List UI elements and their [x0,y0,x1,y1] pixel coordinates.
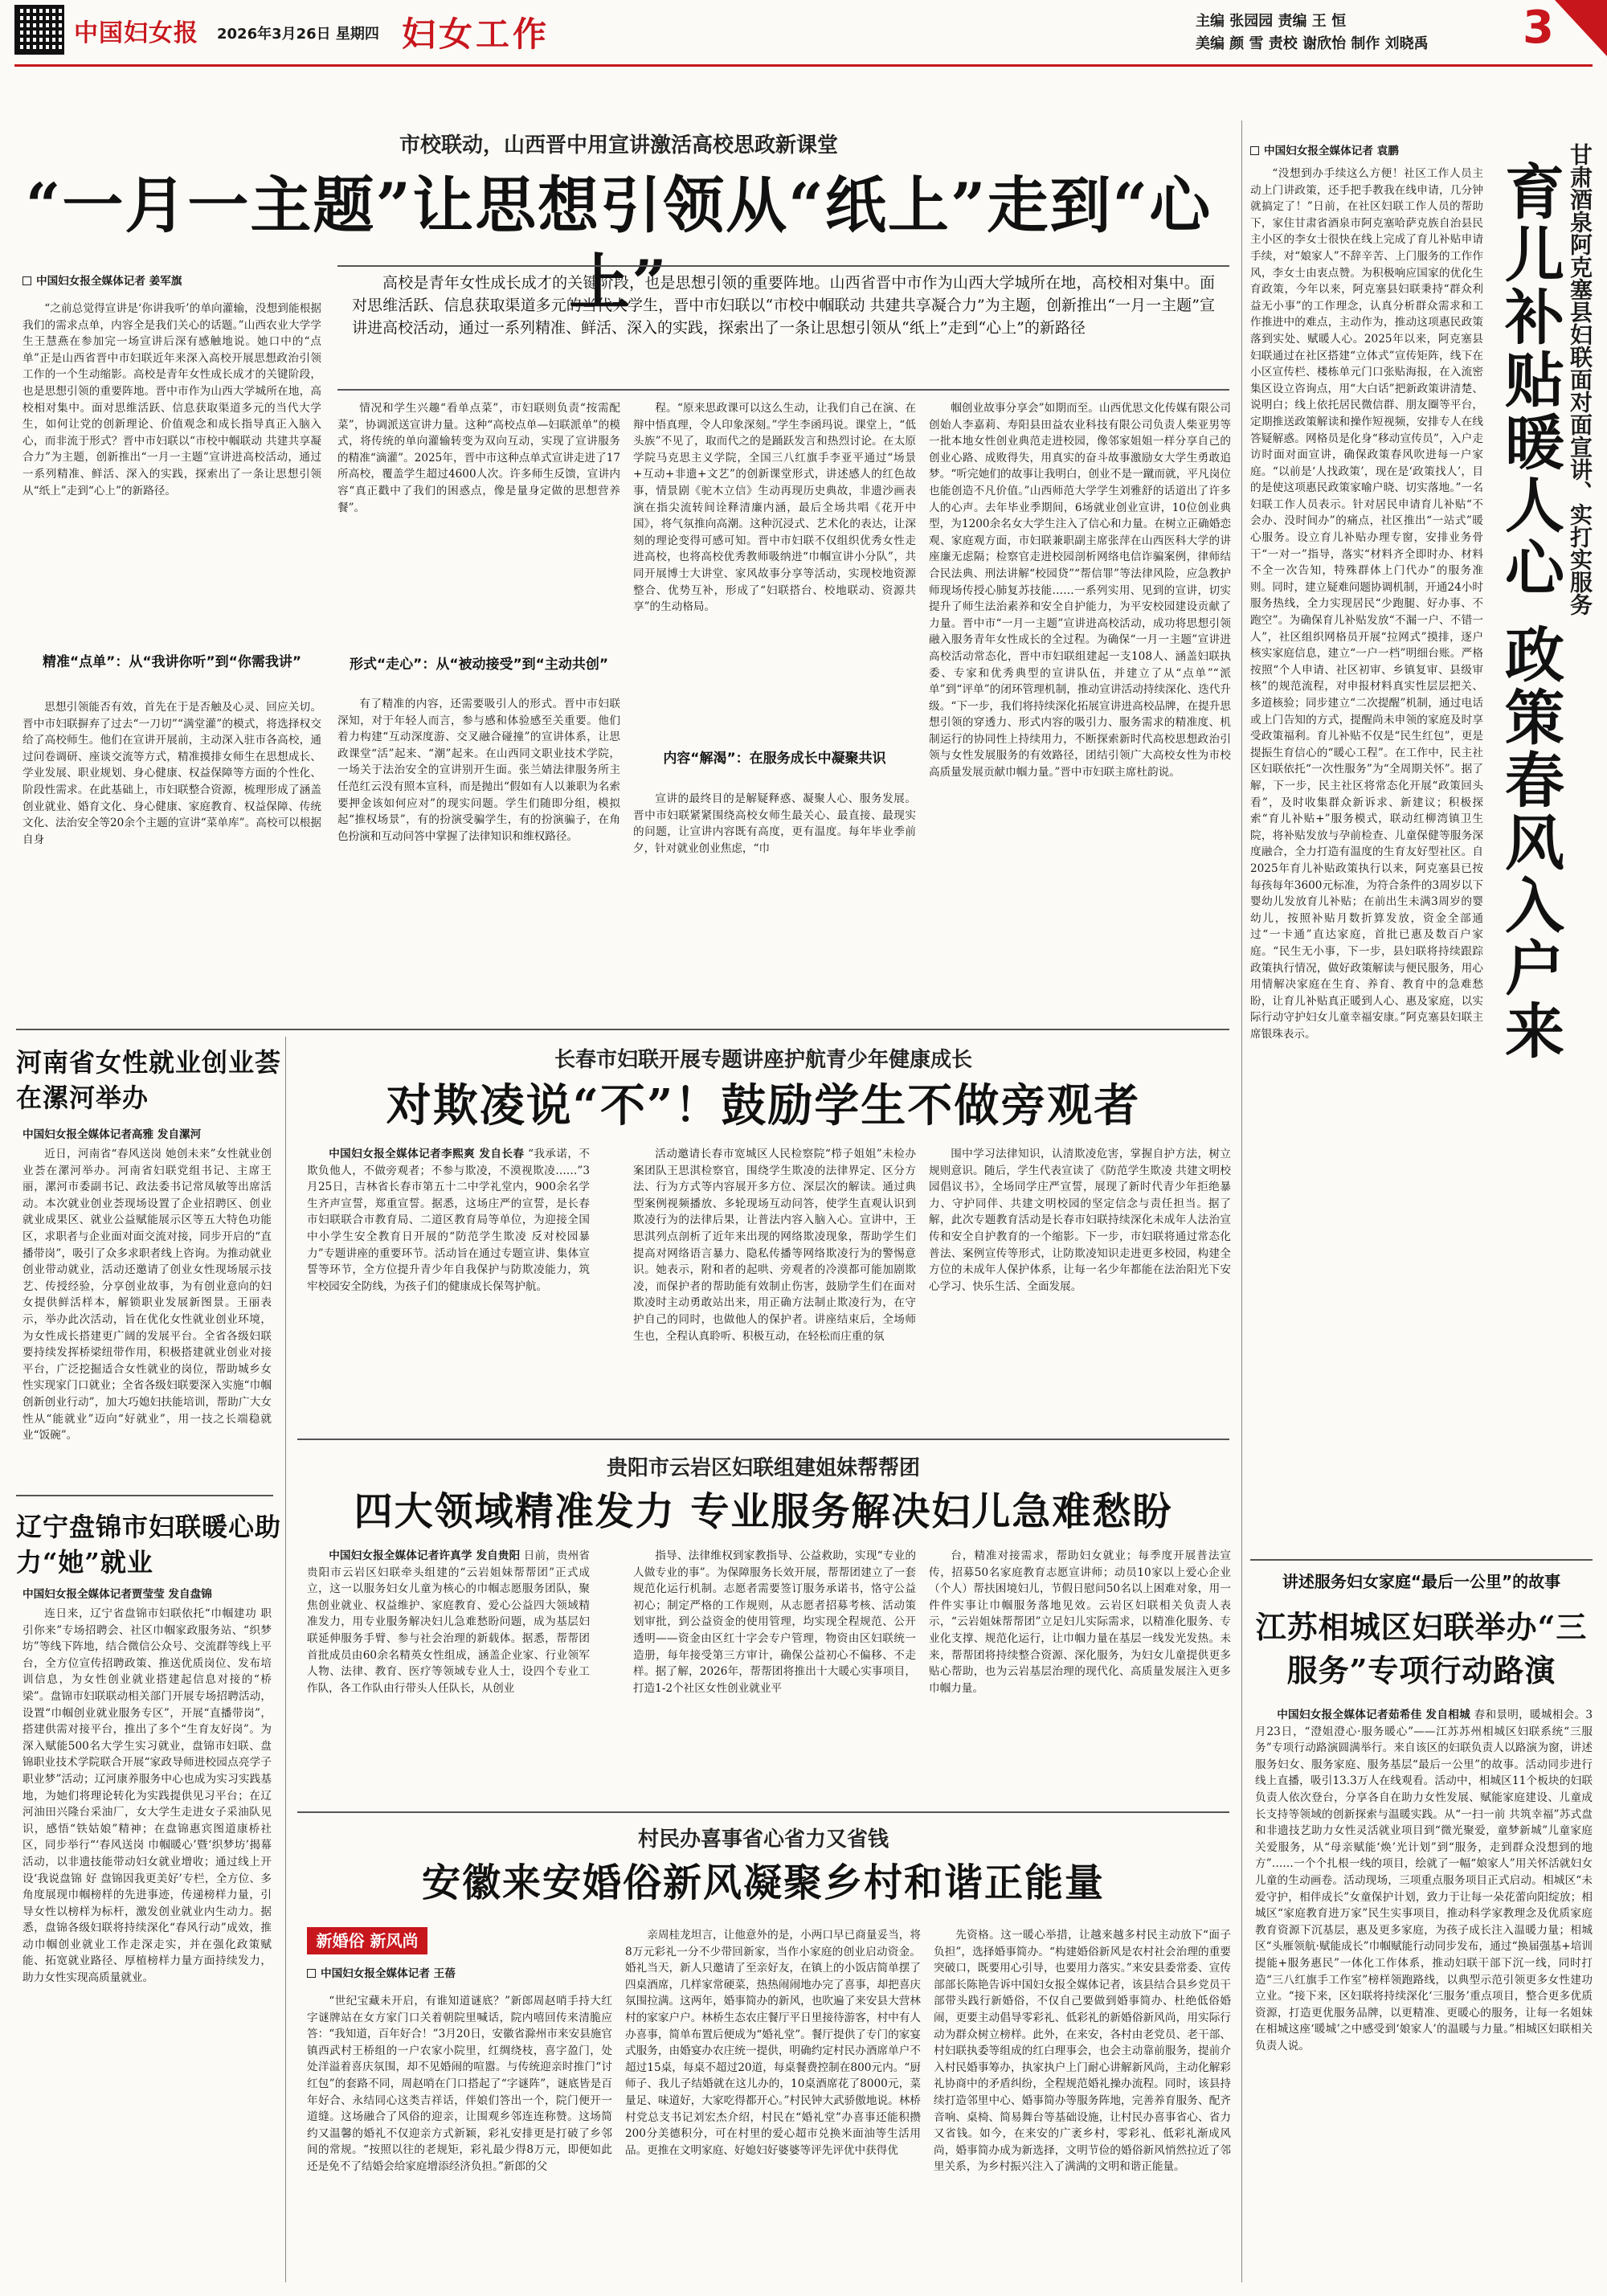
a2-body: 近日，河南省“春风送岗 她创未来”女性就业创业荟在漯河举办。河南省妇联党组书记、主席王丽，漯河市委副书记、政法委书记常凤敏等出席活动。本次就业创业荟现场设置了企业招聘区、创业就业成果区、就业公益赋能展示区等五大特色功能区，求职者与企业面对面交流对接，同步开启的“直播带岗”，吸引了众多求职者线上咨询。为推动就业创业带动就业，活动还邀请了创业女性现场展示技艺、传授经验，分享创业故事，为有创业意向的妇女提供鲜活样本，解锁职业发展新图景。王丽表示，举办此次活动，旨在优化女性就业创业环境，为女性成长搭建更广阔的发展平台。全省各级妇联要持续发挥桥梁纽带作用，积极搭建就业创业对接平台，广泛挖掘适合女性就业的岗位，帮助城乡女性实现家门口就业；全省各级妇联要深入实施“巾帼创新创业行动”，加大巧媳妇扶能培训，帮助广大女性从“能就业”迈向“好就业”，用一技之长端稳就业“饭碗”。 [22,1148,272,1443]
byline-square-icon [307,1969,316,1978]
a4-headline: 对欺凌说“不”！鼓励学生不做旁观者 [386,1079,1141,1132]
a2-headline: 河南省女性就业创业荟在漯河举办 [16,1047,282,1113]
section-title: 妇女工作 [402,14,550,54]
a6-byline: 中国妇女报全媒体记者 王蓓 [307,1966,456,1982]
a6-col1: “世纪宝藏未开启，有谁知道谜底？”新郎周赵哨手持大红字谜牌站在女方家门口关着朝院里喊话，院内嘻回传来清脆应答：“我知道，百年好合！”3月20日，安徽省滁州市来安县施官镇西武村王桥组的一户农家小院里，红绸绕枝，喜字盈门，处处洋溢着喜庆氛围，却不见婚闹的喧嚣。与传统迎亲时推门“讨红包”的套路不同，周赵哨在门口搭起了“字谜阵”，谜底皆是百年好合、永结同心这类吉祥话，伴娘们答出一个，院门便开一道缝。这场融合了风俗的迎亲，让围观乡邻连连称赞。这场简约又温馨的婚礼不仅迎亲方式新颖，彩礼安排更是打破了乡邻间的常规。“按照以往的老规矩，彩礼最少得8万元，即便如此还是免不了结婚会给家庭增添经济负担。”新郎的父 [307,1995,612,2173]
a1-col3-top: 程。“原来思政课可以这么生动，让我们自己在演、在辩中悟真理，令人印象深刻。”学生李函玛说。课堂上，“低头族”不见了，取而代之的是踊跃发言和热烈讨论。在太原学院马克思主义学院，全国三八红旗手李亚平通过“场景+互动+非遗+文艺”的创新课堂形式，讲述感人的红色故事，情景剧《驼木立信》生动再现历史典故，非遗沙画表演在指尖流转间诠释清廉内涵，最后全场共唱《花开中国》，将气氛推向高潮。这种沉浸式、艺术化的表达，让深刻的理论变得可感可知。晋中市妇联不仅组织优秀女性走进高校，也将高校优秀教师吸纳进“巾帼宣讲小分队”，共同开展博士大讲堂、家风故事分享等活动，实现校地资源整合、优势互补，形成了“妇联搭台、校地联动、资源共享”的生动格局。 [633,402,916,614]
page-number: 3 [1523,2,1554,54]
a1-sub3: 内容“解渴”：在服务成长中凝聚共识 [663,751,886,767]
a1-sub1: 精准“点单”：从“我讲你听”到“你需我讲” [42,654,302,670]
a8-body: 中国妇女报全媒体记者茹希佳 发自相城 春和景明，暖城相会。3月23日，“澄姐澄心·服务暖心”——江苏苏州相城区妇联系统“三服务”专项行动路演圆满举行。来自该区的妇联负责人以路演为窗，讲述服务妇女、服务家庭、服务基层“最后一公里”的故事。活动同步进行线上直播，吸引13.3万人在线观看。活动中，相城区11个板块的妇联负责人依次登台，分享各自在助力女性发展、赋能家庭建设、儿童成长支持等领域的创新探索与温暖实践。从“一扫一前 共筑幸福”苏式盘和非遗技艺助力女性灵活就业项目到“微光聚爱，童梦新城”儿童家庭关爱服务，从“母亲赋能‘焕’光计划”到“服务，走到群众没想到的地方”……一个个扎根一线的项目，绘就了一幅“娘家人”用关怀活就妇女儿童的生动画卷。活动现场，三项重点服务项目正式启动。相城区“未爱守护，相伴成长”女童保护计划，致力于让每一朵花蕾向阳绽放；相城区“家庭教育进万家”民生实事项目，推动科学家教理念及优质家庭教育资源下沉基层，惠及更多家庭，为孩子成长注入温暖力量；相城区“头雁领航·赋能成长”巾帼赋能行动同步发布，通过“换届强基+培训提能+服务惠民”一体化工作体系，推动妇联干部下沉一线，同时打造“三八红旗手工作室”榜样领跑路线，以典型示范引领更多女性建功立业。“接下来，区妇联将持续深化‘三服务’重点项目，整合更多优质资源，打造更优服务品牌，以更精准、更暖心的服务，让每一名姐妹在相城这座‘暖城’之中感受到‘娘家人’的温暖与力量。”相城区妇联相关负责人说。 [1255,1709,1593,2052]
a3-body: 连日来，辽宁省盘锦市妇联依托“巾帼建功 职引你来”专场招聘会、社区巾帼家政服务站、“织梦坊”等线下阵地，结合微信公众号、交流群等线上平台，全方位宣传招聘政策、推送优质岗位、发布培训信息，为女性创业就业搭建起信息对接的“桥梁”。盘锦市妇联联动相关部门开展专场招聘活动，设置“巾帼创业就业服务专区”，开展“直播带岗”，搭建供需对接平台，推出了多个“生育友好岗”。为深入赋能500名大学生实习就业，盘锦市妇联、盘锦职业技术学院联合开展“家政导师进校园点亮学子职业梦”活动；辽河康养服务中心也成为实习实践基地，为她们将理论转化为实践提供见习平台；在辽河油田兴隆台采油厂，女大学生走进女子采油队见识，感悟“铁姑娘”精神；在盘锦惠宾图道康桥社区，同步举行“‘春风送岗 巾帼暖心’暨‘织梦坊’揭幕活动，以非遗技能带动妇女就业增收；通过线上开设‘我说盘锦 好 盘锦因我更美好’专栏，全方位、多角度展现巾帼榜样的先进事迹，传递榜样力量，引导女性以榜样为标杆，激发创业就业内生动力。据悉，盘锦各级妇联将持续深化“春风行动”成效，推动巾帼创业就业工作走深走实，并在强化政策赋能、拓宽就业路径、厚植榜样力量方面持续发力，助力女性实现高质量就业。 [22,1607,272,1985]
a6-logo-stamp: 新婚俗 新风尚 [307,1927,427,1954]
a4-col3: 围中学习法律知识，认清欺凌危害，掌握自护方法，树立规则意识。随后，学生代表宣读了《防范学生欺凌 共建文明校园倡议书》，全场同学庄严宣誓，展现了新时代青少年拒绝暴力、守护同伴、共建文明校园的坚定信念与责任担当。据了解，此次专题教育活动是长春市妇联持续深化未成年人法治宣传和安全自护教育的一个缩影。下一步，市妇联将通过常态化普法、案例宣传等形式，让防欺凌知识走进更多校园，构建全方位的未成年人保护体系，让每一名少年都能在法治阳光下安心学习、快乐生活、全面发展。 [929,1148,1231,1293]
corner-flag [1555,0,1607,56]
a8-kicker: 讲述服务妇女家庭“最后一公里”的故事 [1282,1572,1561,1591]
a8-headline: 江苏相城区妇联举办“三服务”专项行动路演 [1255,1609,1588,1688]
a1-kicker: 市校联动，山西晋中用宣讲激活高校思政新课堂 [399,133,838,158]
byline-square-icon [1250,146,1259,155]
a6-kicker: 村民办喜事省心省力又省钱 [637,1827,889,1852]
a6-col2: 亲周桂龙坦言，让他意外的是，小两口早已商量妥当，将8万元彩礼一分不少带回新家，当作小家庭的创业启动资金。婚礼当天，新人只邀请了至亲好友，在镇上的小饭店简单摆了四桌酒席，几样家常硬菜，热热闹闹地办完了喜事，却把喜庆氛围拉满。这两年，婚事简办的新风，也吹遍了来安县大营林村的家家户户。林桥生态农庄餐厅平日里接待游客，村中有人办喜事，简单布置后便成为“婚礼堂”。餐厅提供了专门的家宴式服务，由婚宴办农庄统一提供，明确约定村民办酒席单户不超过15桌，每桌不超过20道，每桌餐费控制在800元内。“厨师子、我儿子结婚就在这儿办的，10桌酒席花了8000元，菜量足、味道好，大家吃得都开心。”村民钟大武骄傲地说。林桥村党总支书记刘宏杰介绍，村民在“婚礼堂”办喜事还能积攒200分美德积分，可在村里的爱心超市兑换米面油等生活用品。更推在文明家庭、好媳妇好婆婆等评先评优中获得优 [625,1929,921,2157]
a5-col3: 台，精准对接需求，帮助妇女就业；每季度开展普法宣传，招募50名家庭教育志愿宣讲师；动员10家以上爱心企业（个人）帮扶困境妇儿，节假日慰问50名以上困难对象，用一件件实事让巾帼服务落地见效。云岩区妇联相关负责人表示，“云岩姐妹帮帮团”立足妇儿实际需求，以精准化服务、专业化支撑、规范化运行，让巾帼力量在基层一线发光发热。未来，帮帮团将持续整合资源、深化服务，为妇女儿童提供更多贴心帮助，也为云岩基层治理的现代化、高质量发展注入更多巾帼力量。 [929,1549,1231,1695]
a1-headline: “一月一主题”让思想引领从“纸上”走到“心上” [25,170,1212,318]
a1-byline: 中国妇女报全媒体记者 姜军旗 [22,273,182,289]
a1-lead-box [337,265,1229,391]
a1-col3-bottom: 宣讲的最终目的是解疑释惑、凝聚人心、服务发展。晋中市妇联紧紧围绕高校女师生最关心、最直接、最现实的问题，让宣讲内容既有高度，更有温度。每年毕业季前夕，针对就业创业焦虑，“巾 [633,792,916,855]
a1-sub2: 形式“走心”：从“被动接受”到“主动共创” [349,657,609,673]
a7-byline: 中国妇女报全媒体记者 袁鹏 [1250,143,1399,159]
a1-lead: 高校是青年女性成长成才的关键阶段，也是思想引领的重要阵地。山西省晋中市作为山西大学城所在地，高校相对集中。面对思维活跃、信息获取渠道多元的当代大学生，晋中市妇联以“市校中帼联动 共建共享凝合力”为主题，创新推出“一月一主题”宣讲进高校活动，通过一系列精准、鲜活、深入的实践，探索出了一条让思想引领从“纸上”走到“心上”的新路径 [352,274,1215,337]
a5-headline: 四大领域精准发力 专业服务解决妇儿急难愁盼 [354,1489,1173,1534]
a5-col2: 指导、法律维权到家教指导、公益救助，实现“专业的人做专业的事”。为保障服务长效开展，帮帮团建立了一套规范化运行机制。志愿者需要签订服务承诺书，恪守公益初心；制定严格的工作规则，从志愿者招募考核、活动策划审批，到公益资金的使用管理，均实现全程规范、公开透明——资金由区红十字会专户管理，物资由区妇联统一造册，每年接受第三方审计，确保公益初心不偏移、不走样。据了解，2026年，帮帮团将推出十大暖心实事项目，打造1-2个社区女性创业就业平 [633,1549,916,1695]
a4-col1: 中国妇女报全媒体记者李熙爽 发自长春 “我承诺，不欺负他人，不做旁观者；不参与欺凌，不漠视欺凌……”3月25日，吉林省长春市第五十二中学礼堂内，900余名学生齐声宣誓，郑重宣誓。据悉，这场庄严的宣誓，是长春市妇联联合市教育局、二道区教育局等单位，为迎接全国中小学生安全教育日开展的“防范学生欺凌 反对校园暴力”专题讲座的重要环节。活动旨在通过专题宣讲、集体宣誓等环节，全方位提升青少年自我保护与防欺凌能力，筑牢校园安全防线，为孩子们的健康成长保驾护航。 [307,1148,590,1293]
a5-kicker: 贵阳市云岩区妇联组建姐妹帮帮团 [606,1456,920,1480]
a3-byline: 中国妇女报全媒体记者贾莹莹 发自盘锦 [22,1588,212,1601]
a2-byline: 中国妇女报全媒体记者高雅 发自漯河 [22,1128,202,1141]
a3-headline: 辽宁盘锦市妇联暖心助力“她”就业 [16,1512,282,1578]
a1-col2-top: 情况和学生兴趣“看单点菜”，市妇联则负责“按需配菜”，协调派送宣讲力量。这种“高校点单—妇联派单”的模式，将传统的单向灌输转变为双向互动，实现了宣讲服务的精准“滴灌”。2025年，晋中市这种点单式宣讲走进了17所高校，覆盖学生超过4600人次。许多师生反馈，宣讲内容“真正戳中了我们的困惑点，像是量身定做的思想营养餐”。 [337,402,620,514]
byline-square-icon [22,276,31,285]
a5-col1: 中国妇女报全媒体记者许真学 发自贵阳 日前，贵州省贵阳市云岩区妇联牵头组建的“云岩姐妹帮帮团”正式成立，这一以服务妇女儿童为核心的巾帼志愿服务团队，聚焦创业就业、权益维护、家庭教育、爱心公益四大领域精准发力，用专业服务解决妇儿急难愁盼问题，成为基层妇联延伸服务手臂、参与社会治理的新载体。据悉，帮帮团首批成员由60余名精英女性组成，涵盖企业家、行业领军人物、法律、教育、医疗等领域专业人士，设四个专业工作队，各工作队由行带头人任队长，从创业 [307,1549,590,1695]
header-bar [0,0,1607,63]
qr-code[interactable] [14,5,64,55]
a1-col1-top: “之前总觉得宣讲是‘你讲我听’的单向灌输，没想到能根据我们的需求点单，内容全是我们关心的话题。”山西农业大学学生王慧燕在参加完一场宣讲后深有感触地说。她口中的“点单”正是山西省晋中市妇联近年来深入高校开展思想政治引领工作的一个生动缩影。高校是青年女性成长成才的关键阶段，也是思想引领的重要阵地。晋中市作为山西大学城所在地，高校相对集中。面对思维活跃、信息获取渠道多元的当代大学生，如何让党的创新理论、价值观念和成长指导真正入脑入心，而非流于形式？晋中市妇联以“市校中帼联动 共建共享凝合力”为主题，创新推出“一月一主题”宣讲进高校活动，通过一系列精准、鲜活、深入的实践，探索出了一条让思想引领从“纸上”走到“心上”的新路径。 [22,302,321,497]
a4-col2: 活动邀请长春市宽城区人民检察院“栉子姐姐”未检办案团队王思淇检察官，围绕学生欺凌的法律界定、区分方法、行为方式等内容展开多方位、深层次的解读。通过典型案例视频播放、多轮现场互动问答，使学生直观认识到欺凌行为的法律后果，让普法内容入脑入心。宣讲中，王思淇列点剖析了近年来出现的网络欺凌现象，帮助学生们提高对网络语言暴力、隐私传播等网络欺凌行为的警惕意识。她表示，附和者的起哄、旁观者的冷漠都可能加剧欺凌，而保护者的帮助能有效制止伤害，鼓励学生们在面对欺凌时主动勇敢站出来，用正确方法制止欺凌行为，在守护自己的同时，也做他人的保护者。讲座结束后，全场师生也，全程认真聆听、积极互动，在轻松而庄重的氛 [633,1148,916,1343]
a4-kicker: 长春市妇联开展专题讲座护航青少年健康成长 [554,1048,972,1072]
a1-col2-bottom: 有了精准的内容，还需要吸引人的形式。晋中市妇联深知，对于年轻人而言，参与感和体验感至关重要。他们着力构建“互动深度游、交叉融合碰撞”的宣讲体系，让思政课堂“活”起来、“潮”起来。在山西同文职业技术学院，一场关于法治安全的宣讲别开生面。张兰婧法律服务所主任范红云没有照本宣科，而是抛出“假如有人以兼职为名索要押金该如何应对”的现实问题。学生们随即分组，模拟起“推权场景”，有的扮演受骗学生，有的扮演骗子，在角色扮演和互动问答中掌握了法律知识和维权路径。 [337,698,620,843]
editor-credits-1: 主编 张园园 责编 王 恒 [1196,13,1347,30]
a1-col4: 帼创业故事分享会”如期而至。山西优思文化传媒有限公司创始人李嘉莉、寿阳县田益农业科技有限公司负责人柴亚男等一批本地女性创业典范走进校园，像邻家姐姐一样分享自己的创业心路、成败得失，用真实的奋斗故事激励女大学生勇敢追梦。“听完她们的故事让我明白，创业不是一蹴而就，平凡岗位也能创造不凡价值。”山西师范大学学生刘雅舒的话道出了许多人的心声。去年毕业季期间，6场就业创业宣讲，10位创业典型，为1200余名女大学生注入了信心和力量。在树立正确婚恋观、家庭观方面，市妇联兼职副主席张萍在山西医科大学的讲座廉无虑隔；检察官走进校园剖析网络电信诈骗案例，律师结合民法典、刑法讲解“校园贷”“帮信罪”等法律风险，应急教护师现场传授心肺复苏技能……一系列实用、见到的宣讲，切实提升了师生法治素养和安全自护能力，为平安校园建设贡献了力量。晋中市“一月一主题”宣讲进高校活动，成功将思想引领融入服务青年女性成长的全过程。为确保“一月一主题”宣讲进高校活动常态化，晋中市妇联组建起一支108人、涵盖妇联执委、专家和优秀典型的宣讲队伍，并建立了从“点单”“派单”到“评单”的闭环管理机制，推动宣讲活动持续深化、迭代升级。“下一步，我们将持续深化拓展宣讲进高校品牌，在提升思想引领的穿透力、形式内容的吸引力、服务需求的精准度、机制运行的协同性上持续用力，不断探索新时代高校思想政治引领与女性发展服务的有效路径，团结引领广大高校女性为市校高质量发展贡献巾帼力量。”晋中市妇联主席杜韵说。 [929,402,1231,780]
a7-kicker: 甘肃酒泉阿克塞县妇联面对面宣讲、实打实服务 [1567,143,1593,616]
a1-col1-bottom: 思想引领能否有效，首先在于是否触及心灵、回应关切。晋中市妇联摒弃了过去“一刀切”“满堂灌”的模式，将选择权交给了高校师生。他们在宣讲开展前，主动深入驻市各高校，通过问卷调研、座谈交流等方式，精准摸排女师生在思想成长、学业发展、职业规划、身心健康、权益保障等方面的个性化、阶段性需求。在此基础上，市妇联整合资源，梳理形成了涵盖创业就业、婚育文化、身心健康、家庭教育、权益保障、传统文化、法治安全等20余个主题的宣讲“菜单库”。高校可以根据自身 [22,701,321,846]
editor-credits-2: 美编 颜 雪 责校 谢欣怡 制作 刘晓禹 [1196,35,1429,52]
masthead-logo: 中国妇女报 [74,19,198,47]
issue-date: 2026年3月26日 星期四 [217,26,379,43]
a7-body: “没想到办手续这么方便！社区工作人员主动上门讲政策，还手把手教我在线申请，几分钟就搞定了！”日前，在社区妇联工作人员的帮助下，家住甘肃省酒泉市阿克塞哈萨克族自治县民主小区的李女士很快在线上完成了育儿补贴申请手续，对“娘家人”不辞辛苦、上门服务的工作作风，李女士由衷点赞。为积极响应国家的优化生育政策，今年以来，阿克塞县妇联秉持“群众利益无小事”的工作理念，认真分析群众需求和工作推进中的难点，主动作为，推动这项惠民政策落到实处、赋暖人心。2025年以来，阿克塞县妇联通过在社区搭建“立体式”宣传矩阵，线下在小区宣传栏、楼栋单元门口张贴海报，在入流密集区设立咨询点，用“大白话”把新政策讲清楚、说明白；线上依托居民微信群、朋友圈等平台，定期推送政策解读和操作短视频，安排专人在线答疑解惑。网格员是化身“移动宣传员”，入户走访时面对面宣讲，确保政策春风吹进每一户家庭。“以前是‘人找政策’，现在是‘政策找人’，目的是使这项惠民政策家喻户晓、切实落地。”一名妇联工作人员表示。针对居民申请育儿补贴“不会办、没时间办”的痛点，社区推出“一站式”暖心服务。设立育儿补贴办理专窗，安排业务骨干“一对一”指导，落实“材料齐全即时办、材料不全一次告知，特殊群体上门代办”的服务准则。同时，建立疑难问题协调机制，开通24小时服务热线，全力实现居民“少跑腿、好办事、不跑空”。为确保育儿补贴发放“不漏一户、不错一人”，社区组织网格员开展“拉网式”摸排，逐户核实家庭信息，建立“一户一档”明细台账。严格按照“个人申请、社区初审、乡镇复审、县级审核”的规范流程，对申报材料真实性层层把关、多道核验；同步建立“二次提醒”机制，通过电话或上门告知的方式，提醒尚未申领的家庭及时享受政策福利。育儿补贴不仅是“民生红包”，更是提振生育信心的“暖心工程”。在工作中，民主社区妇联依托“一次性服务”为“全周期关怀”。据了解，下一步，民主社区将常态化开展“政策回头看”，及时收集群众新诉求、新建议；积极探索“育儿补贴+”服务模式，联动红柳湾镇卫生院，将补贴发放与孕前检查、儿童保健等服务深度融合，全力打造有温度的生育友好型社区。自2025年育儿补贴政策执行以来，阿克塞县已按每孩每年3600元标准，为符合条件的3周岁以下婴幼儿发放育儿补贴；在前出生未满3周岁的婴幼儿，按照补贴月数折算发放，资金全部通过“一卡通”直达家庭，首批已惠及数百户家庭。“民生无小事，下一步，县妇联将持续跟踪政策执行情况，做好政策解读与便民服务，用心用情解决家庭在生育、养育、教育中的急难愁盼，让育儿补贴真正暖到人心、惠及家庭，以实际行动守护妇女儿童幸福安康。”阿克塞县妇联主席银珠表示。 [1250,167,1483,1041]
a6-headline: 安徽来安婚俗新风凝聚乡村和谐正能量 [421,1860,1105,1905]
a7-headline: 育儿补贴暖人心 政策春风入户来 [1495,161,1564,1062]
a6-col3: 先资格。这一暖心举措，让越来越多村民主动放下“面子负担”，选择婚事简办。“构建婚俗新风是农村社会治理的重要突破口，既要用心引导，也要用力落实。”来安县委常委、宣传部部长陈艳告诉中国妇女报全媒体记者，该县结合县乡党员干部带头践行新婚俗，不仅自己要做到婚事简办、杜绝低俗婚闹，更要主动倡导零彩礼、低彩礼的新婚俗新风尚，用实际行动为群众树立榜样。此外，在来安，各村由老党员、老干部、村妇联执委等组成的红白理事会，也会主动靠前服务，提前介入村民婚事筹办，执家执户上门耐心讲解新风尚，主动化解彩礼协商中的矛盾纠纷，全程规范婚礼操办流程。同时，该县持续打造邻里中心、婚事简办等服务阵地，完善养育服务、配齐音响、桌椅、简易舞台等基础设施，让村民办喜事省心、省力又省钱。如今，在来安的广袤乡村，零彩礼、低彩礼渐成风尚，婚事简办成为新选择，文明节俭的婚俗新风悄然拉近了邻里关系，为乡村振兴注入了满满的文明和谐正能量。 [934,1929,1231,2174]
